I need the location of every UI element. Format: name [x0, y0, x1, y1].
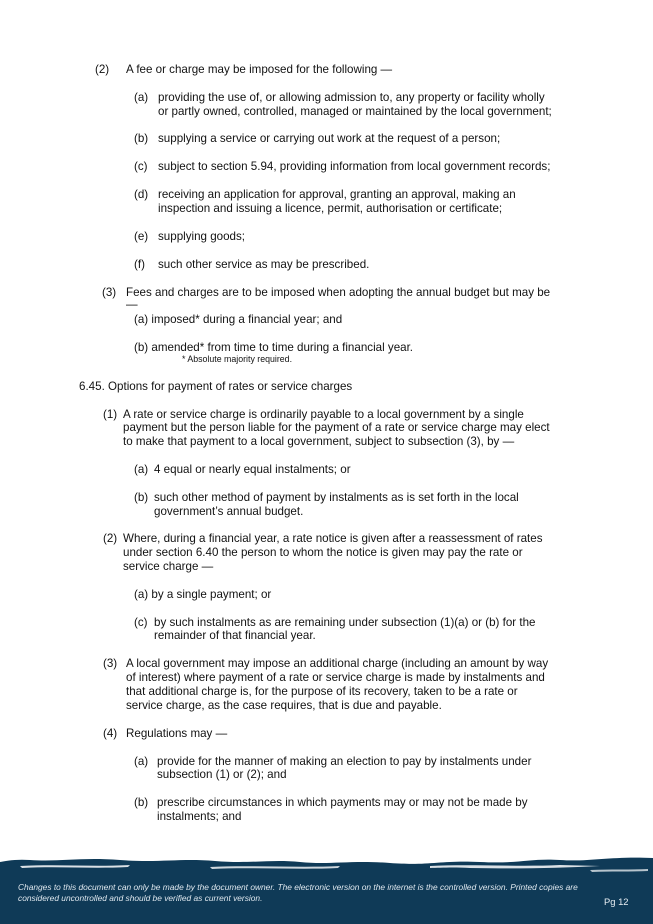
- item-text: supplying goods;: [158, 230, 246, 243]
- section-heading: 6.45. Options for payment of rates or service charges: [79, 380, 353, 393]
- item-label: (e): [134, 230, 149, 243]
- item-label: (a): [134, 91, 149, 104]
- subsection-lead: Regulations may —: [126, 727, 228, 740]
- item-text: instalments; and: [157, 810, 242, 823]
- item-text: 4 equal or nearly equal instalments; or: [154, 463, 351, 476]
- section-text: Fees and charges are to be imposed when adopting the annual budget but may be: [126, 286, 551, 299]
- item-text: supplying a service or carrying out work at the request of a person;: [158, 132, 501, 145]
- subsection-text: A rate or service charge is ordinarily payable to a local government by a single: [123, 408, 524, 421]
- item-label: (c): [134, 616, 148, 629]
- subsection-number: (4): [103, 727, 118, 740]
- subsection-text: to make that payment to a local government, subject to subsection (3), by —: [123, 435, 515, 448]
- subsection-number: (3): [103, 657, 118, 670]
- item-label: (c): [134, 160, 148, 173]
- item-text: such other method of payment by instalments as is set forth in the local: [154, 491, 519, 504]
- subsection-text: payment but the person liable for the payment of a rate or service charge may elect: [123, 421, 550, 434]
- item-text: providing the use of, or allowing admission to, any property or facility wholly: [158, 91, 545, 104]
- item-text: (a) by a single payment; or: [134, 588, 272, 601]
- subsection-number: (1): [103, 408, 118, 421]
- item-text: remainder of that financial year.: [154, 629, 316, 642]
- item-text: receiving an application for approval, granting an approval, making an: [158, 188, 516, 201]
- subsection-text: under section 6.40 the person to whom the notice is given may pay the rate or: [123, 546, 523, 559]
- subsection-text: service charge —: [123, 560, 214, 573]
- item-label: (a): [134, 463, 149, 476]
- page-footer: [0, 852, 653, 924]
- item-text: provide for the manner of making an election to pay by instalments under: [157, 755, 532, 768]
- item-label: (d): [134, 188, 149, 201]
- item-text: such other service as may be prescribed.: [158, 258, 370, 271]
- item-label: (b): [134, 491, 149, 504]
- item-text: or partly owned, controlled, managed or maintained by the local government;: [158, 105, 552, 118]
- item-text: subject to section 5.94, providing information from local government records;: [158, 160, 551, 173]
- subsection-text: A local government may impose an additional charge (including an amount by way: [126, 657, 549, 670]
- section-number: (2): [95, 63, 110, 76]
- item-label: (f): [134, 258, 145, 271]
- footer-disclaimer: Changes to this document can only be made by the document owner. The electronic version on the internet is the controlled version. Printed copies are considered uncontrolled and should be verified as current version.: [18, 882, 578, 903]
- footnote: * Absolute majority required.: [182, 354, 293, 364]
- item-label: (b): [134, 796, 149, 809]
- section-text: —: [126, 298, 138, 311]
- item-text: (b) amended* from time to time during a financial year.: [134, 341, 414, 354]
- item-text: subsection (1) or (2); and: [157, 768, 287, 781]
- subsection-text: that additional charge is, for the purpose of its recovery, taken to be a rate or: [126, 685, 518, 698]
- page-number: Pg 12: [604, 896, 629, 907]
- item-text: by such instalments as are remaining under subsection (1)(a) or (b) for the: [154, 616, 536, 629]
- section-lead: A fee or charge may be imposed for the following —: [126, 63, 393, 76]
- wave-decoration: [0, 852, 653, 880]
- section-number: (3): [102, 286, 117, 299]
- item-text: government’s annual budget.: [154, 505, 304, 518]
- item-label: (a): [134, 755, 149, 768]
- item-text: inspection and issuing a licence, permit, authorisation or certificate;: [158, 202, 503, 215]
- subsection-number: (2): [103, 532, 118, 545]
- item-label: (b): [134, 132, 149, 145]
- item-text: (a) imposed* during a financial year; and: [134, 313, 343, 326]
- subsection-text: service charge, as the case requires, that is due and payable.: [126, 699, 442, 712]
- item-text: prescribe circumstances in which payments may or may not be made by: [157, 796, 528, 809]
- subsection-text: Where, during a financial year, a rate notice is given after a reassessment of rates: [123, 532, 543, 545]
- subsection-text: of interest) where payment of a rate or service charge is made by instalments and: [126, 671, 545, 684]
